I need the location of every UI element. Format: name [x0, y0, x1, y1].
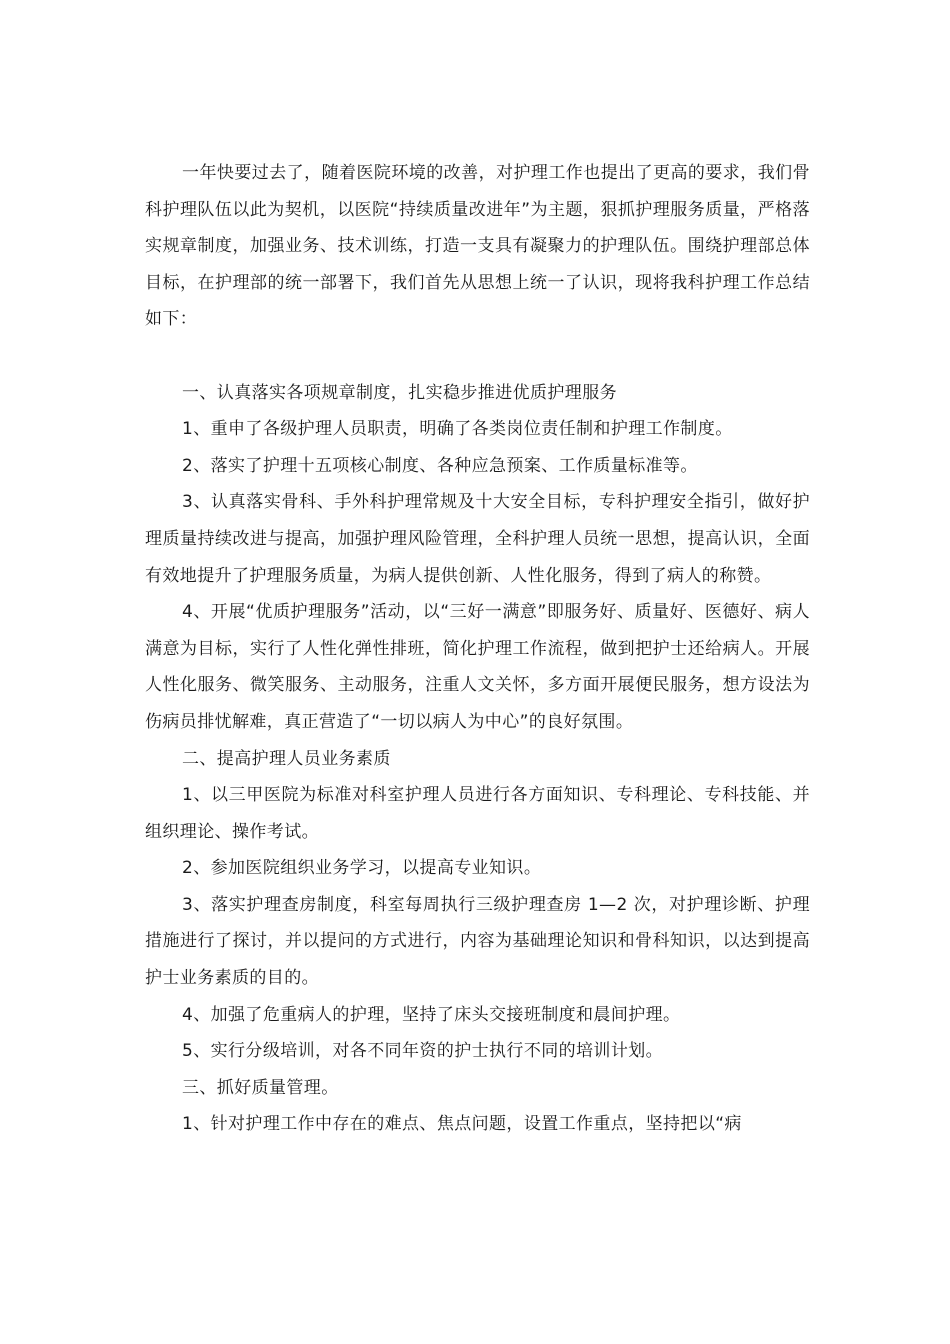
list-item: 1、以三甲医院为标准对科室护理人员进行各方面知识、专科理论、专科技能、并组织理论、操作考试。 — [145, 785, 810, 842]
list-item: 4、开展“优质护理服务”活动，以“三好一满意”即服务好、质量好、医德好、病人满意为目标，实行了人性化弹性排班，简化护理工作流程，做到把护士还给病人。开展人性化服务、微笑服务、主动服务，注重人文关怀，多方面开展便民服务，想方设法为伤病员排忧解难，真正营造了“一切以病人为中心”的良好氛围。 — [145, 602, 810, 732]
document-body — [145, 155, 810, 1143]
list-item: 2、参加医院组织业务学习，以提高专业知识。 — [182, 858, 542, 879]
blank-line — [145, 338, 810, 375]
section-heading-3: 三、抓好质量管理。 — [182, 1077, 339, 1098]
list-item: 5、实行分级培训，对各不同年资的护士执行不同的培训计划。 — [182, 1041, 664, 1062]
section-heading-1: 一、认真落实各项规章制度，扎实稳步推进优质护理服务 — [182, 382, 617, 403]
list-item: 3、落实护理查房制度，科室每周执行三级护理查房 1—2 次，对护理诊断、护理措施进行了探讨，并以提问的方式进行，内容为基础理论知识和骨科知识，以达到提高护士业务素质的目的。 — [145, 894, 810, 989]
section-heading-2: 二、提高护理人员业务素质 — [182, 748, 391, 769]
paragraph-intro: 一年快要过去了，随着医院环境的改善，对护理工作也提出了更高的要求，我们骨科护理队伍以此为契机，以医院“持续质量改进年”为主题，狠抓护理服务质量，严格落实规章制度，加强业务、技术训练，打造一支具有凝聚力的护理队伍。围绕护理部总体目标，在护理部的统一部署下，我们首先从思想上统一了认识，现将我科护理工作总结如下： — [145, 163, 810, 330]
list-item: 4、加强了危重病人的护理，坚持了床头交接班制度和晨间护理。 — [182, 1004, 681, 1025]
list-item: 1、重申了各级护理人员职责，明确了各类岗位责任制和护理工作制度。 — [182, 419, 733, 440]
list-item: 1、针对护理工作中存在的难点、焦点问题，设置工作重点，坚持把以“病 — [182, 1114, 742, 1135]
list-item: 2、落实了护理十五项核心制度、各种应急预案、工作质量标准等。 — [182, 455, 698, 476]
list-item: 3、认真落实骨科、手外科护理常规及十大安全目标，专科护理安全指引，做好护理质量持续改进与提高，加强护理风险管理，全科护理人员统一思想，提高认识，全面有效地提升了护理服务质量，为病人提供创新、人性化服务，得到了病人的称赞。 — [145, 492, 810, 586]
